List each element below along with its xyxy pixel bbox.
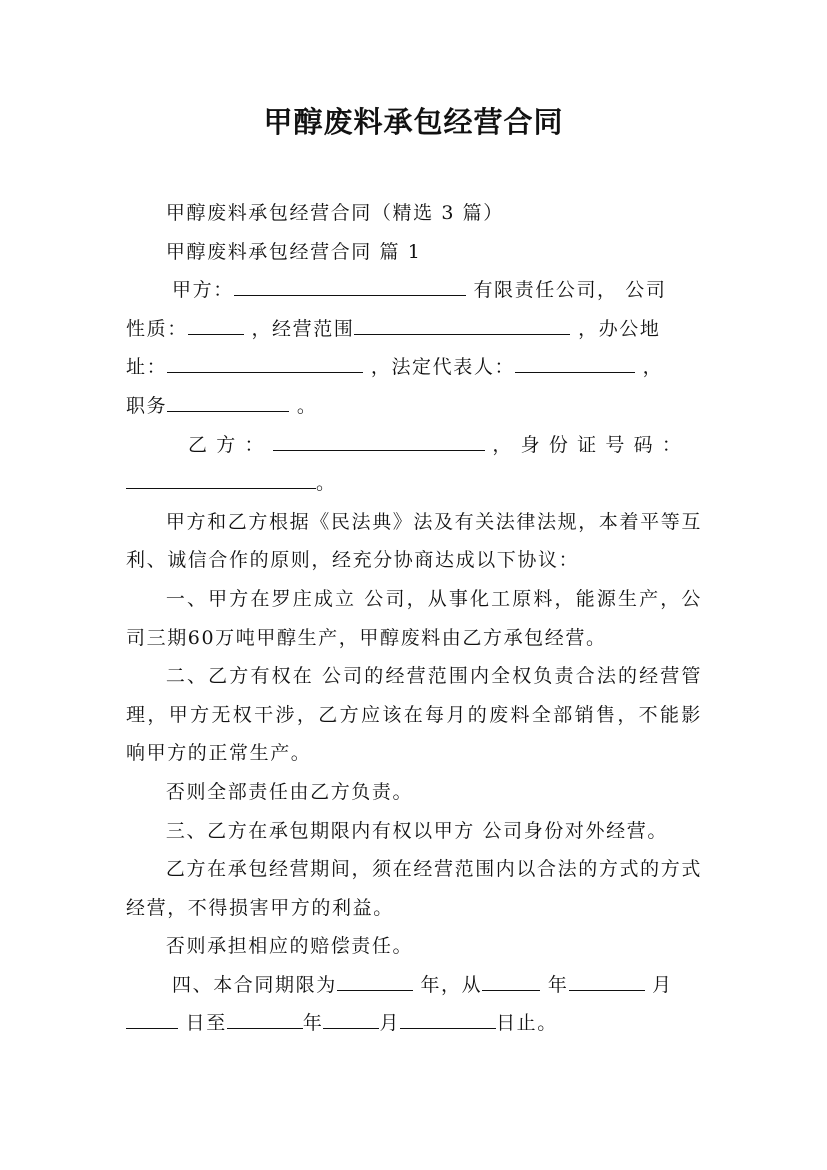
party-b-name-blank bbox=[273, 431, 485, 451]
start-day-blank bbox=[126, 1009, 178, 1029]
paragraph-4: 否则全部责任由乙方负责。 bbox=[165, 780, 414, 803]
document-body bbox=[126, 194, 702, 1043]
party-b-block bbox=[126, 426, 702, 503]
end-year-blank bbox=[227, 1009, 303, 1029]
party-b-line-2: 。 bbox=[126, 464, 702, 503]
start-year-blank bbox=[482, 971, 540, 991]
start-month-blank bbox=[569, 971, 645, 991]
party-a-block bbox=[126, 271, 702, 425]
paragraph-1: 甲方和乙方根据《民法典》法及有关法律法规，本着平等互利、诚信合作的原则，经充分协商达成以下协议： bbox=[126, 510, 702, 572]
paragraph-3: 二、乙方有权在 公司的经营范围内全权负责合法的经营管理，甲方无权干涉，乙方应该在每月的废料全部销售，不能影响甲方的正常生产。 bbox=[126, 665, 702, 765]
paragraph-7: 否则承担相应的赔偿责任。 bbox=[165, 935, 414, 958]
term-line-1: 四、本合同期限为 年，从 年 月 bbox=[126, 966, 702, 1005]
term-line-2: 日至 年 月 日止。 bbox=[126, 1004, 702, 1043]
party-a-line-1: 甲方： 有限责任公司， 公司 bbox=[126, 271, 702, 310]
party-a-line-4: 职务 。 bbox=[126, 387, 702, 426]
party-a-line-2: 性质： ，经营范围 ，办公地 bbox=[126, 310, 702, 349]
paragraph-6: 乙方在承包经营期间，须在经营范围内以合法的方式的方式经营，不得损害甲方的利益。 bbox=[126, 858, 702, 919]
id-number-blank bbox=[126, 469, 316, 489]
subtitle: 甲醇废料承包经营合同（精选 3 篇） bbox=[165, 202, 504, 224]
scope-blank bbox=[354, 315, 570, 335]
party-b-line-1: 乙 方 ： ， 身 份 证 号 码 ： bbox=[126, 426, 702, 465]
term-block bbox=[126, 966, 702, 1043]
paragraph-5: 三、乙方在承包期限内有权以甲方 公司身份对外经营。 bbox=[165, 819, 668, 842]
nature-blank bbox=[188, 315, 244, 335]
position-blank bbox=[167, 392, 289, 412]
legal-rep-blank bbox=[515, 353, 635, 373]
company-name-blank bbox=[234, 276, 466, 296]
document-title: 甲醇废料承包经营合同 bbox=[263, 105, 564, 139]
address-blank bbox=[167, 353, 363, 373]
paragraph-2: 一、甲方在罗庄成立 公司，从事化工原料，能源生产，公司三期60万吨甲醇生产，甲醇废料由乙方承包经营。 bbox=[126, 587, 702, 649]
end-day-blank bbox=[400, 1009, 496, 1029]
end-month-blank bbox=[323, 1009, 379, 1029]
term-years-blank bbox=[337, 971, 413, 991]
section-heading: 甲醇废料承包经营合同 篇 1 bbox=[165, 240, 422, 263]
party-a-line-3: 址： ，法定代表人： ， bbox=[126, 348, 702, 387]
